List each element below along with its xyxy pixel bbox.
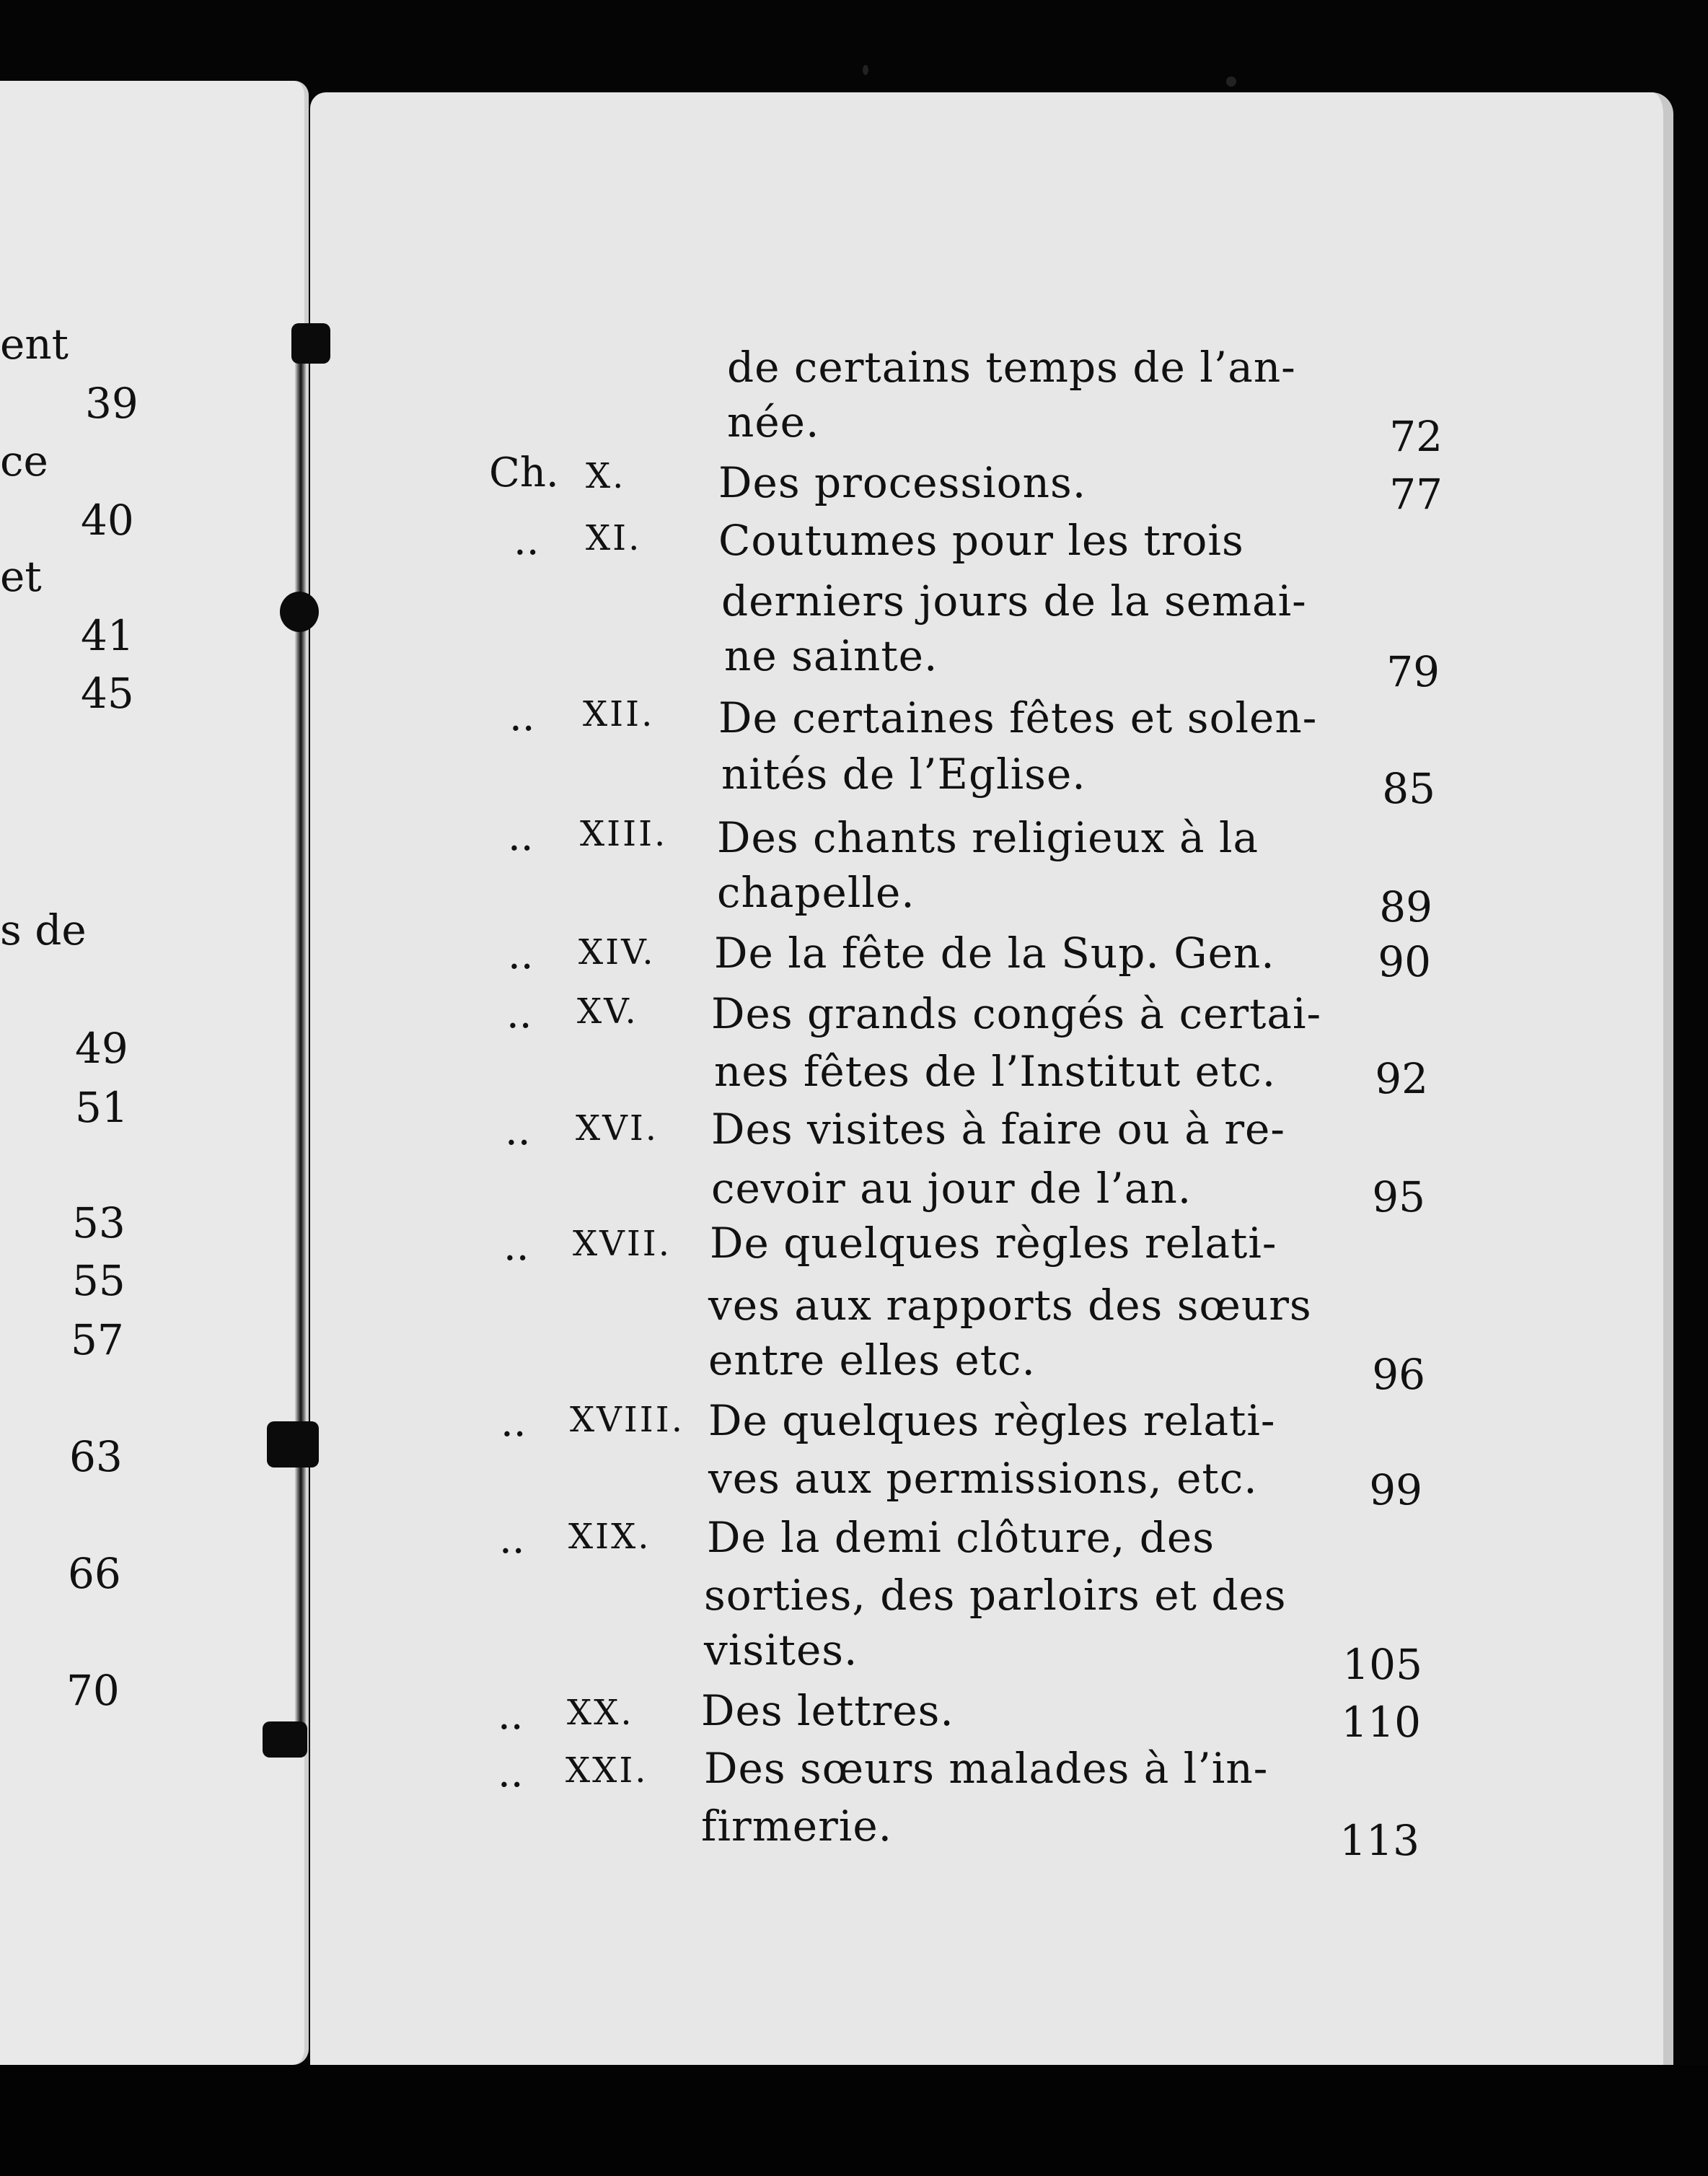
toc-entry-text: Des sœurs malades à l’in- <box>704 1744 1269 1793</box>
ditto-mark: .. <box>498 1750 524 1796</box>
binding-knot <box>267 1421 319 1468</box>
toc-page-number: 113 <box>1339 1816 1419 1865</box>
toc-entry-text: sorties, des parloirs et des <box>704 1571 1287 1620</box>
left-page-number: 39 <box>85 379 138 428</box>
binding-knot <box>291 323 330 364</box>
toc-page-number: 105 <box>1342 1640 1422 1689</box>
toc-entry-text: nes fêtes de l’Institut etc. <box>714 1047 1277 1096</box>
ditto-mark: .. <box>509 693 535 740</box>
toc-entry-text: De la fête de la Sup. Gen. <box>714 929 1275 978</box>
toc-page-number: 110 <box>1341 1698 1421 1747</box>
binding-thread <box>294 339 307 1746</box>
toc-entry-text: firmerie. <box>701 1802 893 1851</box>
toc-entry-text: Des processions. <box>718 458 1087 507</box>
toc-entry-text: ves aux rapports des sœurs <box>708 1281 1312 1330</box>
toc-entry-text: Des lettres. <box>701 1686 954 1735</box>
toc-page-number: 89 <box>1379 882 1432 931</box>
ditto-mark: .. <box>508 813 534 860</box>
left-fragment: ent <box>0 320 69 369</box>
dust-speck <box>863 65 868 75</box>
ditto-mark: .. <box>499 1516 525 1563</box>
toc-entry-text: née. <box>727 398 820 447</box>
ditto-mark: .. <box>514 517 540 564</box>
toc-entry-text: ves aux permissions, etc. <box>708 1454 1258 1503</box>
toc-entry-text: De certaines fêtes et solen- <box>718 693 1318 742</box>
toc-entry-text: visites. <box>704 1626 858 1675</box>
dust-speck <box>1226 76 1236 87</box>
toc-page-number: 79 <box>1386 647 1440 696</box>
chapter-label: Ch. <box>489 449 559 496</box>
binding-knot <box>280 592 319 632</box>
left-page-number: 53 <box>72 1198 126 1247</box>
toc-entry-text: De quelques règles relati- <box>708 1396 1276 1445</box>
toc-entry-text: Des chants religieux à la <box>717 813 1259 862</box>
binding-knot <box>263 1721 307 1758</box>
toc-numeral: XIV. <box>578 932 656 973</box>
ditto-mark: .. <box>503 1223 529 1270</box>
ditto-mark: .. <box>505 1107 531 1154</box>
toc-page-number: 92 <box>1375 1054 1428 1103</box>
toc-entry-text: De la demi clôture, des <box>707 1513 1215 1562</box>
toc-numeral: XV. <box>577 991 638 1032</box>
toc-numeral: XIX. <box>568 1517 651 1557</box>
toc-page-number: 85 <box>1382 764 1435 813</box>
left-page-number: 57 <box>71 1315 124 1364</box>
left-page-number: 41 <box>81 611 134 660</box>
left-page-number: 70 <box>66 1666 120 1715</box>
toc-entry-text: ne sainte. <box>724 631 938 680</box>
toc-entry-text: Coutumes pour les trois <box>718 516 1244 565</box>
toc-numeral: XIII. <box>580 814 668 854</box>
left-page-number: 66 <box>68 1549 121 1598</box>
toc-entry-text: de certains temps de l’an- <box>727 343 1296 392</box>
toc-page-number: 99 <box>1369 1465 1422 1514</box>
left-page-number: 51 <box>75 1083 128 1132</box>
left-page-number: 55 <box>72 1256 126 1305</box>
toc-page-number: 96 <box>1372 1350 1425 1399</box>
toc-numeral: XI. <box>586 518 642 558</box>
ditto-mark: .. <box>508 931 534 978</box>
left-page-number: 49 <box>75 1024 128 1073</box>
toc-entry-text: De quelques règles relati- <box>710 1219 1277 1268</box>
toc-entry-text: nités de l’Eglise. <box>721 750 1086 799</box>
toc-numeral: XII. <box>583 694 655 734</box>
toc-page-number: 95 <box>1372 1172 1425 1221</box>
left-page <box>0 81 309 2065</box>
toc-entry-text: cevoir au jour de l’an. <box>711 1164 1192 1213</box>
scan-background-bottom <box>0 2065 1708 2176</box>
toc-numeral: XX. <box>567 1693 634 1733</box>
toc-page-number: 90 <box>1378 937 1431 986</box>
left-fragment: et <box>0 552 42 601</box>
toc-page-number: 77 <box>1389 470 1443 519</box>
ditto-mark: .. <box>506 991 532 1037</box>
toc-page-number: 72 <box>1389 412 1443 461</box>
left-fragment: ce <box>0 436 48 486</box>
left-page-number: 45 <box>81 669 134 718</box>
toc-numeral: XXI. <box>565 1750 648 1791</box>
toc-numeral: XVII. <box>573 1224 672 1264</box>
ditto-mark: .. <box>501 1399 527 1446</box>
toc-numeral: XVI. <box>576 1108 659 1149</box>
toc-entry-text: entre elles etc. <box>708 1335 1036 1385</box>
left-fragment: s de <box>0 905 87 955</box>
left-page-number: 40 <box>81 496 134 545</box>
left-page-number: 63 <box>69 1432 123 1481</box>
ditto-mark: .. <box>498 1692 524 1739</box>
toc-entry-text: chapelle. <box>717 868 915 917</box>
toc-entry-text: derniers jours de la semai- <box>721 576 1307 626</box>
toc-numeral: XVIII. <box>570 1400 684 1440</box>
toc-numeral: X. <box>586 456 626 496</box>
toc-entry-text: Des grands congés à certai- <box>711 989 1322 1038</box>
toc-entry-text: Des visites à faire ou à re- <box>711 1105 1285 1154</box>
